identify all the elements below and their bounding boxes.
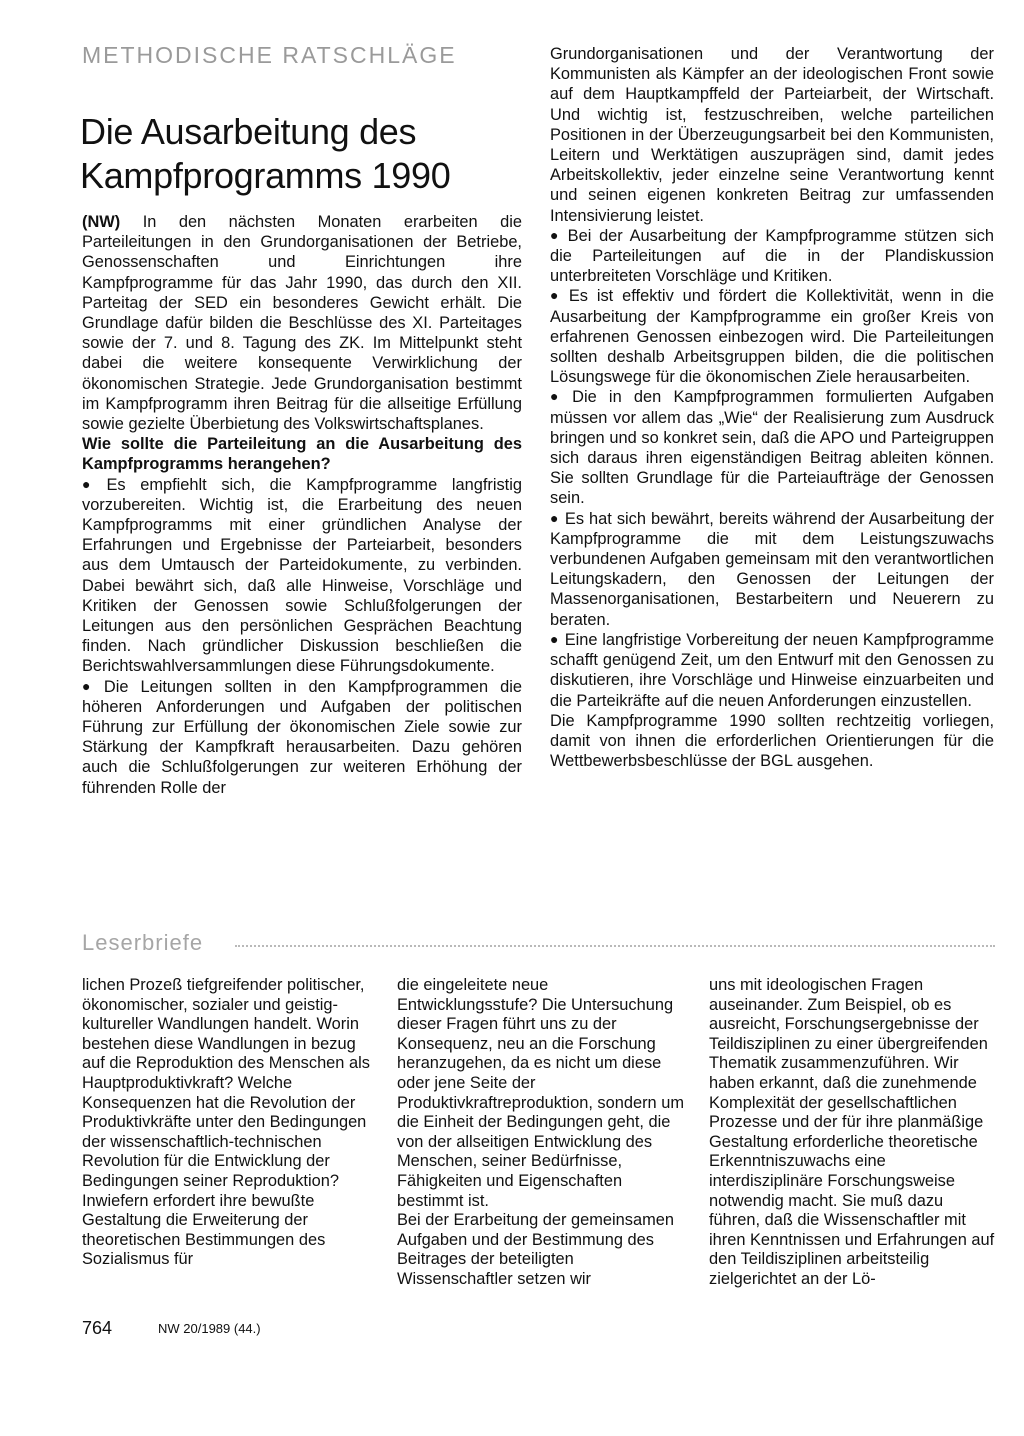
article-title: Die Ausarbeitung des Kampfprogramms 1990 (80, 111, 451, 196)
bullet-item: ● Es hat sich bewährt, bereits während der Ausarbeitung der Kampfprogramme die mit dem Leistungszuwachs verbundenen Aufgaben gemeinsam mit den verantwortlichen Leitungskadern, den Genossen der Leitungen der Massenorganisationen, Bestarbeitern und Neuerern zu beraten. (550, 509, 994, 630)
letters-text: lichen Prozeß tiefgreifender politischer, ökonomischer, sozialer und geistig-kultureller Wandlungen handelt. Worin bestehen diese Wandlungen in bezug auf die Reproduktion des Menschen als Hauptproduktivkraft? Welche Konsequenzen hat die Revolution der Produktivkräfte unter den Bedingungen der wissenschaftlich-technischen Revolution für die Entwicklung der Bedingungen seiner Reproduktion? Inwiefern erfordert ihre bewußte Gestaltung die Erweiterung der theoretischen Bestimmungen des Sozialismus für (82, 976, 370, 1269)
letters-column-1 (82, 976, 372, 1270)
letters-text: Bei der Erarbeitung der gemeinsamen Aufgaben und der Bestimmung des Beitrages der beteiligten Wissenschaftler setzen wir (397, 1211, 674, 1288)
article-right-column (550, 44, 994, 771)
bullet-item: ● Eine langfristige Vorbereitung der neuen Kampfprogramme schafft genügend Zeit, um den Entwurf mit den Genossen zu diskutieren, ihre Vorschläge und Hinweise einzuarbeiten und die Parteikräfte auf die neuen Anforderungen einzustellen. (550, 630, 994, 711)
question-heading: Wie sollte die Parteileitung an die Ausarbeitung des Kampfprogramms herangehen? (82, 435, 522, 474)
letters-column-2 (397, 976, 692, 1290)
section-divider (235, 945, 995, 947)
continuation-paragraph: Grundorganisationen und der Verantwortung der Kommunisten als Kämpfer an der ideologischen Front sowie auf dem Hauptkampffeld der Parteiarbeit, der Wirtschaft. Und wichtig ist, festzuschreiben, welche parteilichen Positionen in der Überzeugungsarbeit bei den Kommunisten, Leitern und Werktätigen auszuprägen sind, damit jedes Arbeitskollektiv, jeder einzelne seine Verantwortung kennt und seinen eigenen konkreten Beitrag zur umfassenden Intensivierung leistet. (550, 45, 994, 225)
article-left-column (82, 212, 522, 798)
bullet-item: ● Die in den Kampfprogrammen formulierten Aufgaben müssen vor allem das „Wie“ der Realisierung zum Ausdruck bringen und so konkret sein, daß die APO und Parteigruppen sich daraus ihren eigenständigen Beitrag ableiten können. Sie sollten Grundlage für die Parteiaufträge der Genossen sein. (550, 387, 994, 508)
intro-text: In den nächsten Monaten erarbeiten die Parteileitungen in den Grundorganisationen der Betriebe, Genossenschaften und Einrichtungen ihre Kampfprogramme für das Jahr 1990, das durch den XII. Parteitag der SED ein besonderes Gewicht erhält. Die Grundlage dafür bilden die Beschlüsse des XI. Parteitages sowie der 7. und 8. Tagung des ZK. Im Mittelpunkt steht dabei die weitere konsequente Verwirklichung der ökonomischen Strategie. Jede Grundorganisation bestimmt im Kampfprogramm ihren Beitrag für die allseitige Erfüllung sowie gezielte Überbietung des Volkswirtschaftsplanes. (82, 213, 522, 434)
lead-tag: (NW) (82, 213, 121, 231)
bullet-item: ● Die Leitungen sollten in den Kampfprogrammen die höheren Anforderungen und Aufgaben der politischen Führung zur Erfüllung der ökonomischen Ziele sowie zur Stärkung der Kampfkraft herausarbeiten. Dazu gehören auch die Schlußfolgerungen zur weiteren Erhöhung der führenden Rolle der (82, 677, 522, 798)
letters-text: die eingeleitete neue Entwicklungsstufe? Die Untersuchung dieser Fragen führt uns zu der Konsequenz, neu an die Forschung heranzugehen, da es nicht um diese oder jene Seite der Produktivkraftreproduktion, sondern um die Einheit der Bedingungen geht, die von der allseitigen Entwicklung des Menschen, seiner Bedürfnisse, Fähigkeiten und Eigenschaften bestimmt ist. (397, 976, 684, 1210)
bullet-item: ● Bei der Ausarbeitung der Kampfprogramme stützen sich die Parteileitungen auf die in der Plandiskussion unterbreiteten Vorschläge und Kritiken. (550, 226, 994, 287)
issue-label: NW 20/1989 (44.) (158, 1321, 261, 1336)
bullet-item: ● Es ist effektiv und fördert die Kollektivität, wenn in die Ausarbeitung der Kampfprogramme ein großer Kreis von erfahrenen Genossen einbezogen wird. Die Parteileitungen sollten deshalb Arbeitsgruppen bilden, die die politischen Lösungswege für die ökonomischen Ziele herausarbeiten. (550, 286, 994, 387)
letters-section-label: Leserbriefe (82, 930, 204, 955)
bullet-item: ● Es empfiehlt sich, die Kampfprogramme langfristig vorzubereiten. Wichtig ist, die Erarbeitung des neuen Kampfprogramms mit einer gründlichen Analyse der Erfahrungen und Ergebnisse der Parteiarbeit, besonders aus dem Umtausch der Parteidokumente, zu verbinden. Dabei bewährt sich, daß alle Hinweise, Vorschläge und Kritiken der Genossen sowie Schlußfolgerungen der Leitungen aus den persönlichen Gesprächen Beachtung finden. Nach gründlicher Diskussion beschließen die Berichtswahlversammlungen diese Führungsdokumente. (82, 475, 522, 677)
letters-column-3 (709, 976, 997, 1290)
intro-paragraph (82, 212, 522, 434)
page-number: 764 (82, 1318, 113, 1338)
section-label: METHODISCHE RATSCHLÄGE (82, 42, 457, 68)
letters-text: uns mit ideologischen Fragen auseinander. Zum Beispiel, ob es ausreicht, Forschungsergebnisse der Teildisziplinen zu einer übergreifenden Thematik zusammenzuführen. Wir haben erkannt, daß die zunehmende Komplexität der gesellschaftlichen Prozesse und der für ihre planmäßige Gestaltung erforderliche theoretische Erkenntniszuwachs eine interdisziplinäre Forschungsweise notwendig macht. Sie muß dazu führen, daß die Wissenschaftler mit ihren Kenntnissen und Erfahrungen auf den Teildisziplinen arbeitsteilig zielgerichtet an der Lö- (709, 976, 995, 1288)
closing-paragraph: Die Kampfprogramme 1990 sollten rechtzeitig vorliegen, damit von ihnen die erforderlichen Orientierungen für die Wettbewerbsbeschlüsse der BGL ausgehen. (550, 711, 994, 771)
